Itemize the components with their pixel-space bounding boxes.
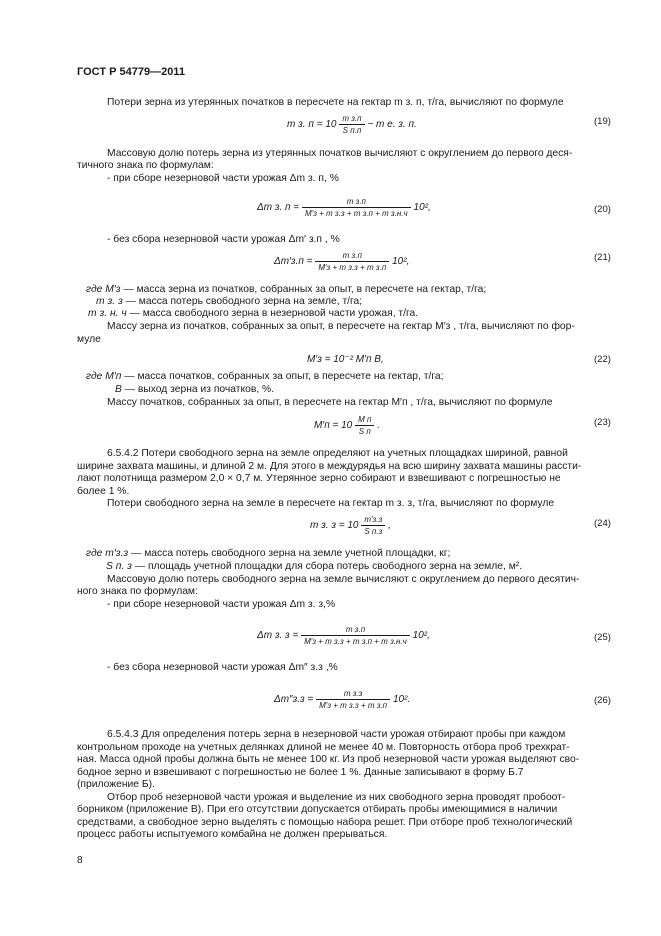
definition: масса зерна из початков, собранных за опыт, в пересчете на гектар, т/га; xyxy=(136,284,487,295)
numerator: m з.п xyxy=(346,197,366,206)
paragraph-line: более 1 %. xyxy=(77,486,130,497)
paragraph: муле xyxy=(77,334,101,345)
definition: масса свободного зерна в незерновой части урожая, т/га. xyxy=(142,308,419,319)
numerator: m′з.з xyxy=(364,515,383,524)
paragraph: Массовую долю потерь свободного зерна на земле вычисляют с округлением до первого десятич- xyxy=(107,574,580,585)
paragraph-line: Отбор проб незерновой части урожая и выделение из них свободного зерна проводят пробоот- xyxy=(107,792,566,803)
paragraph: ного знака по формулам: xyxy=(77,586,198,597)
definition: масса потерь свободного зерна на земле учетной площадки, кг; xyxy=(144,548,451,559)
paragraph-line: лают полотнища размером 2,0 × 0,7 м. Утерянное зерно собирают и взвешивают с погрешностью не xyxy=(77,473,561,484)
paragraph-line: бодное зерно и взвешивают с погрешностью не более 1 %. Данные записывают в форму Б.7 xyxy=(77,767,524,778)
equation-number: (22) xyxy=(594,354,611,365)
equation-number: (20) xyxy=(594,204,611,215)
eq-rhs: 10². xyxy=(392,694,411,706)
symbol: где M′з — xyxy=(86,284,134,295)
eq-rhs: 10², xyxy=(413,202,431,214)
symbol: где m′з.з — xyxy=(86,548,142,559)
paragraph-line: средствами, а свободное зерно выделять с помощью набора решет. При отборе проб технологический xyxy=(77,817,573,828)
paragraph-line: ная. Масса одной пробы должна быть не менее 100 кг. Из проб незерновой части урожая выделяют сво- xyxy=(77,754,580,765)
denominator: S п.п xyxy=(339,124,364,136)
equation-26 xyxy=(274,688,410,711)
fraction xyxy=(301,624,410,647)
equation-number: (24) xyxy=(594,518,611,529)
paragraph-line: борником (приложение В). При его отсутствии допускается отбирать пробы имеющимися в наличии xyxy=(77,804,558,815)
symbol: B — xyxy=(115,384,136,395)
eq-rhs: 10², xyxy=(412,630,430,642)
numerator: m з.п xyxy=(342,251,362,260)
equation-25 xyxy=(257,624,430,647)
numerator: m з.п xyxy=(342,114,362,123)
eq-lhs: Δm″з.з = xyxy=(274,694,314,706)
denominator: M′з + m з.з + m з.п xyxy=(315,261,389,273)
page-number: 8 xyxy=(77,855,83,866)
denominator: S п.з xyxy=(361,525,385,537)
eq-rhs: 10², xyxy=(392,256,410,268)
definition: масса початков, собранных за опыт, в пересчете на гектар, т/га; xyxy=(137,371,444,382)
numerator: m з.з xyxy=(343,689,363,698)
eq-lhs: m з. п xyxy=(287,119,314,131)
paragraph-line: процесс работы испытуемого комбайна не должен прерываться. xyxy=(77,829,388,840)
document-header: ГОСТ Р 54779—2011 xyxy=(77,66,185,78)
list-item: - при сборе незерновой части урожая Δm з. п, % xyxy=(107,173,339,184)
fraction xyxy=(355,414,374,437)
denominator: M′з + m з.з + m з.п + m з.н.ч xyxy=(302,207,411,219)
definition: площадь учетной площадки для сбора потерь свободного зерна на земле, м². xyxy=(147,561,523,572)
eq-lhs: m з. з = 10 xyxy=(310,520,359,532)
paragraph-line: (приложение Б). xyxy=(77,779,155,790)
fraction xyxy=(315,250,389,273)
paragraph-line: контрольном проходе на учетных делянках длиной не менее 40 м. Повторность отбора проб трехкрат- xyxy=(77,742,570,753)
symbol: S п. з — xyxy=(106,561,146,572)
paragraph: Массу зерна из початков, собранных за опыт, в пересчете на гектар M′з , т/га, вычисляют по фор- xyxy=(107,321,575,332)
paragraph: тичного знака по формулам: xyxy=(77,160,214,171)
eq-lhs: M′п = 10 xyxy=(314,420,353,432)
list-item: - при сборе незерновой части урожая Δm з. з,% xyxy=(107,599,336,610)
eq-lhs: Δm з. п = xyxy=(257,202,300,214)
fraction xyxy=(302,196,411,219)
paragraph: Массу початков, собранных за опыт, в пересчете на гектар M′п , т/га, вычисляют по формуле xyxy=(107,397,553,408)
numerator: M п xyxy=(358,415,372,424)
where-line xyxy=(88,307,418,320)
fraction xyxy=(339,113,364,136)
denominator: M′з + m з.з + m з.п xyxy=(316,699,390,711)
equation-21 xyxy=(274,250,409,273)
eq-lhs: Δm′з.п = xyxy=(274,256,313,268)
list-item: - без сбора незерновой части урожая Δm″ з.з ,% xyxy=(107,662,338,673)
fraction xyxy=(361,514,385,537)
eq-rhs: . xyxy=(377,420,381,432)
where-line xyxy=(86,547,450,560)
equation-22: M′з = 10⁻² M′п B, xyxy=(307,354,384,365)
equation-number: (26) xyxy=(594,695,611,706)
equation-number: (25) xyxy=(594,632,611,643)
paragraph: Массовую долю потерь зерна из утерянных початков вычисляют с округлением до первого деся- xyxy=(107,148,573,159)
numerator: m з.п xyxy=(345,625,366,634)
equation-24 xyxy=(310,514,391,537)
eq-rhs: − m е. з. п. xyxy=(367,119,417,131)
denominator: S п xyxy=(355,425,374,437)
equation-number: (23) xyxy=(594,417,611,428)
fraction xyxy=(316,688,390,711)
equation-20 xyxy=(257,196,431,219)
symbol: m з. н. ч — xyxy=(88,308,140,319)
list-item: - без сбора незерновой части урожая Δm′ з.п , % xyxy=(107,234,340,245)
where-line xyxy=(115,383,274,396)
symbol: m з. з — xyxy=(96,296,136,307)
equation-number: (19) xyxy=(594,116,611,127)
equation-19 xyxy=(287,113,417,136)
eq-lhs: Δm з. з = xyxy=(257,630,299,642)
eq-rhs: , xyxy=(388,520,391,532)
paragraph-line: ширине захвата машины, и длиной 2 м. Для этого в междурядья на всю ширину захвата машины рассти- xyxy=(77,461,582,472)
paragraph-line: 6.5.4.3 Для определения потерь зерна в незерновой части урожая отбирают пробы при каждом xyxy=(107,729,566,740)
eq-mid: = 10 xyxy=(316,119,337,131)
symbol: где M′п — xyxy=(86,371,135,382)
equation-number: (21) xyxy=(594,252,611,263)
definition: масса потерь свободного зерна на земле, т/га; xyxy=(138,296,363,307)
denominator: M′з + m з.з + m з.п + m з.н.ч xyxy=(301,635,410,647)
paragraph: Потери зерна из утерянных початков в пересчете на гектар m з. п, т/га, вычисляют по формуле xyxy=(107,97,564,108)
definition: выход зерна из початков, %. xyxy=(137,384,275,395)
paragraph-line: 6.5.4.2 Потери свободного зерна на земле определяют на учетных площадках шириной, равной xyxy=(107,448,568,459)
equation-23 xyxy=(314,414,380,437)
where-line xyxy=(86,370,443,383)
paragraph: Потери свободного зерна на земле в пересчете на гектар m з. з, т/га, вычисляют по формуле xyxy=(107,498,555,509)
where-line xyxy=(106,560,522,573)
